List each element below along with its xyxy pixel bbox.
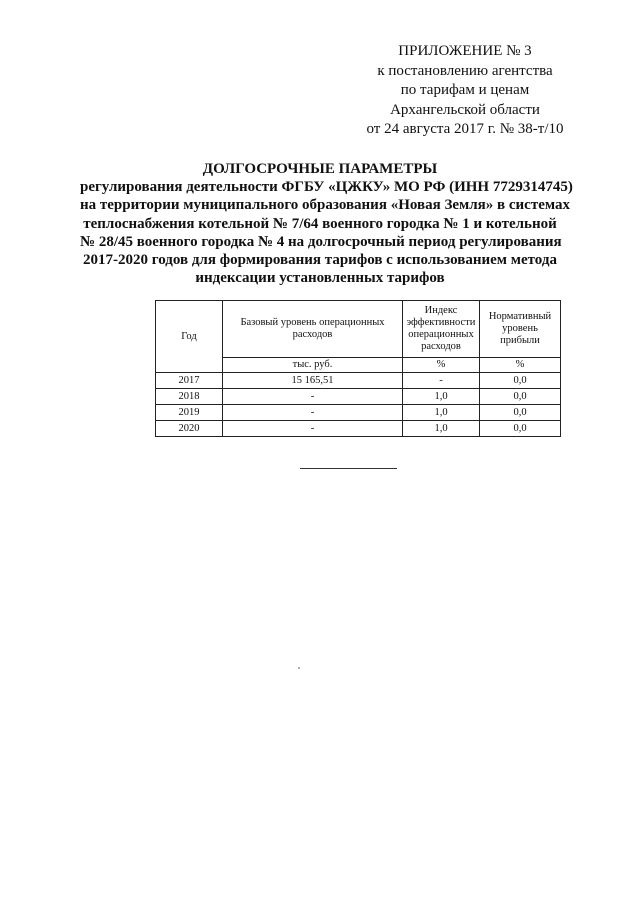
year-cell: 2020 [156,421,223,437]
table-cell: 1,0 [403,389,480,405]
heading-line: теплоснабжения котельной № 7/64 военного городка № 1 и котельной [83,215,557,232]
header-profit-level: Нормативный уровень прибыли [480,301,561,358]
appendix-date-number: от 24 августа 2017 г. № 38-т/10 [366,121,564,137]
header-base-opex: Базовый уровень операционных расходов [223,301,403,358]
year-cell: 2017 [156,373,223,389]
table-cell: 15 165,51 [223,373,403,389]
appendix-block [330,42,600,140]
table-cell: 1,0 [403,405,480,421]
table-row [156,421,561,437]
appendix-line: Архангельской области [390,101,540,118]
table-cell: 0,0 [480,373,561,389]
table-cell: 1,0 [403,421,480,437]
appendix-line: по тарифам и ценам [400,82,530,98]
heading-line: регулирования деятельности ФГБУ «ЦЖКУ» МО РФ (ИНН 7729314745) [80,179,573,196]
scan-dot [298,667,300,669]
table-cell: - [223,405,403,421]
unit-cell: % [403,358,480,373]
parameters-table [155,300,561,437]
unit-cell: тыс. руб. [223,358,403,373]
table-cell: 0,0 [480,389,561,405]
document-heading [80,160,573,287]
heading-line: № 28/45 военного городка № 4 на долгосрочный период регулирования [80,233,562,250]
appendix-title: ПРИЛОЖЕНИЕ № 3 [398,43,532,59]
year-cell: 2018 [156,389,223,405]
header-efficiency-index: Индекс эффективности операционных расходов [403,301,480,358]
separator-line [300,468,397,469]
heading-line: индексации установленных тарифов [195,270,445,287]
table-row [156,405,561,421]
table-cell: 0,0 [480,421,561,437]
table-cell: - [403,373,480,389]
heading-title: ДОЛГОСРОЧНЫЕ ПАРАМЕТРЫ [202,161,438,177]
year-cell: 2019 [156,405,223,421]
table-row [156,389,561,405]
table-row [156,373,561,389]
table-cell: - [223,421,403,437]
table-header-row [156,301,561,358]
appendix-line: к постановлению агентства [377,62,553,79]
heading-line: 2017-2020 годов для формирования тарифов с использованием метода [83,252,557,269]
unit-cell: % [480,358,561,373]
header-year: Год [156,301,223,373]
table-cell: 0,0 [480,405,561,421]
heading-line: на территории муниципального образования «Новая Земля» в системах [80,197,570,214]
table-cell: - [223,389,403,405]
